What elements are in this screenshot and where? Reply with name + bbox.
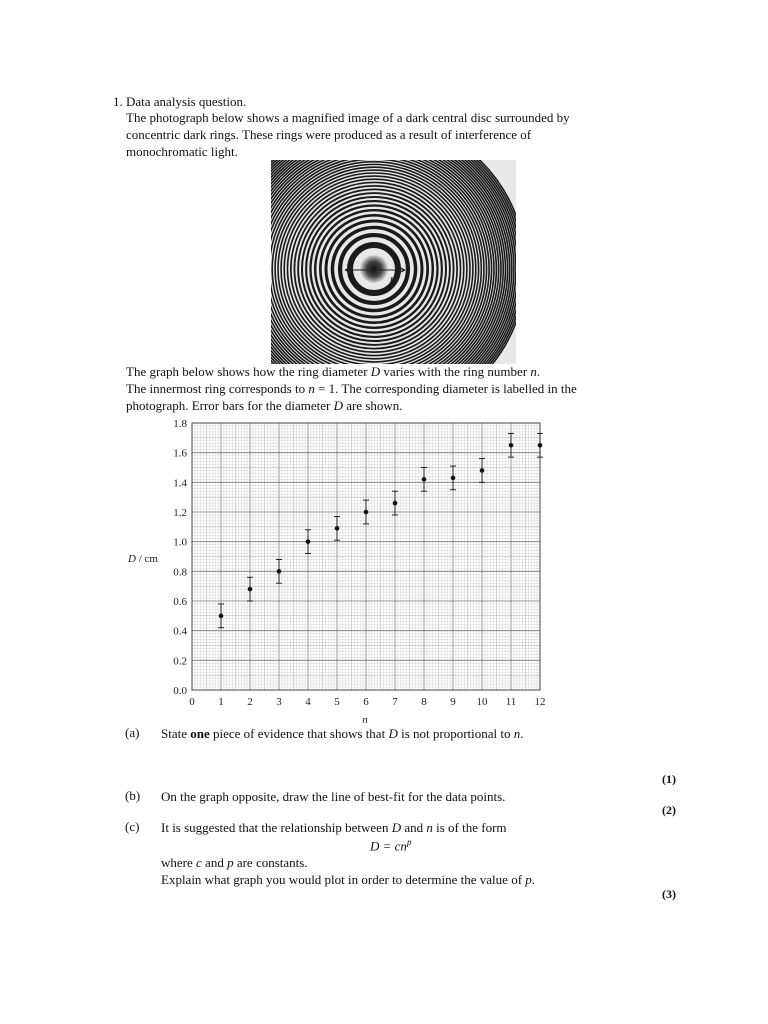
x-tick-label: 2 — [247, 696, 253, 708]
data-marker — [393, 501, 398, 506]
part-a-marks: (1) — [662, 772, 676, 786]
graph-intro-line-1: The graph below shows how the ring diameter D varies with the ring number n. — [126, 364, 541, 379]
data-marker — [538, 443, 543, 448]
x-tick-label: 9 — [450, 696, 456, 708]
x-tick-label: 6 — [363, 696, 369, 708]
data-point — [247, 577, 253, 601]
y-tick-label: 1.2 — [173, 507, 187, 519]
y-tick-label: 0.8 — [173, 566, 187, 579]
question-number: 1. — [113, 94, 123, 109]
part-b-text: On the graph opposite, draw the line of best-fit for the data points. — [161, 789, 506, 804]
y-tick-label: 0.4 — [173, 625, 187, 638]
graph-intro-line-2: The innermost ring corresponds to n = 1. The corresponding diameter is labelled in the — [126, 381, 577, 396]
y-axis-label: D / cm — [128, 553, 158, 565]
data-point — [479, 459, 485, 483]
y-tick-label: 1.0 — [173, 536, 187, 549]
y-tick-label: 0.6 — [173, 596, 187, 608]
data-marker — [480, 468, 485, 473]
part-b-marks: (2) — [662, 803, 676, 817]
part-c-label: (c) — [125, 819, 140, 834]
data-marker — [219, 614, 224, 619]
intro-line-2: concentric dark rings. These rings were produced as a result of interference of — [126, 127, 532, 142]
question-header — [113, 94, 246, 110]
interference-rings-photo — [271, 160, 516, 364]
data-point — [276, 559, 282, 583]
part-a-label: (a) — [125, 725, 140, 740]
data-marker — [422, 477, 427, 482]
part-c-line-3: Explain what graph you would plot in order to determine the value of p. — [161, 872, 536, 887]
intro-line-3: monochromatic light. — [126, 144, 238, 159]
x-tick-label: 7 — [392, 696, 398, 708]
x-tick-label: 0 — [189, 696, 195, 708]
data-point — [508, 433, 514, 457]
data-point — [392, 491, 398, 515]
x-tick-label: 3 — [276, 696, 282, 708]
y-tick-label: 1.4 — [173, 477, 187, 490]
data-point — [363, 500, 369, 524]
equation: $D = cn^p$ — [370, 837, 412, 854]
diameter-vs-ring-number-chart — [120, 410, 560, 730]
x-axis-label: n — [362, 714, 368, 726]
part-c-marks: (3) — [662, 887, 676, 901]
intro-line-1: The photograph below shows a magnified image of a dark central disc surrounded by — [126, 110, 570, 125]
graph-intro-line-3: photograph. Error bars for the diameter D are shown. — [126, 398, 403, 413]
data-marker — [364, 510, 369, 515]
x-tick-label: 1 — [218, 696, 224, 708]
x-tick-label: 12 — [534, 696, 546, 708]
part-c-line-1: It is suggested that the relationship between D and n is of the form — [161, 820, 507, 835]
intro-paragraph — [126, 109, 570, 160]
data-marker — [335, 526, 340, 531]
photo-diameter-label: D — [389, 274, 398, 288]
data-marker — [277, 569, 282, 574]
y-tick-label: 0.0 — [173, 685, 187, 697]
x-tick-label: 8 — [421, 696, 427, 708]
data-point — [334, 516, 340, 540]
data-marker — [451, 476, 456, 481]
data-point — [305, 530, 311, 554]
part-b-label: (b) — [125, 788, 141, 803]
data-marker — [509, 443, 514, 448]
data-marker — [248, 587, 253, 592]
y-tick-label: 0.2 — [173, 655, 187, 668]
x-tick-label: 4 — [305, 696, 311, 708]
x-tick-label: 10 — [476, 696, 488, 708]
data-marker — [306, 539, 311, 544]
y-tick-label: 1.6 — [173, 447, 187, 460]
data-point — [218, 604, 224, 628]
data-point — [421, 468, 427, 492]
part-a-text: State one piece of evidence that shows that D is not proportional to n. — [161, 726, 524, 741]
graph-intro — [126, 363, 577, 414]
x-tick-label: 11 — [505, 696, 517, 708]
question-title: Data analysis question. — [126, 94, 247, 109]
part-c-line-2: where c and p are constants. — [161, 855, 308, 870]
x-tick-label: 5 — [334, 696, 340, 708]
y-tick-label: 1.8 — [173, 418, 187, 430]
data-point — [537, 433, 543, 457]
data-point — [450, 466, 456, 490]
